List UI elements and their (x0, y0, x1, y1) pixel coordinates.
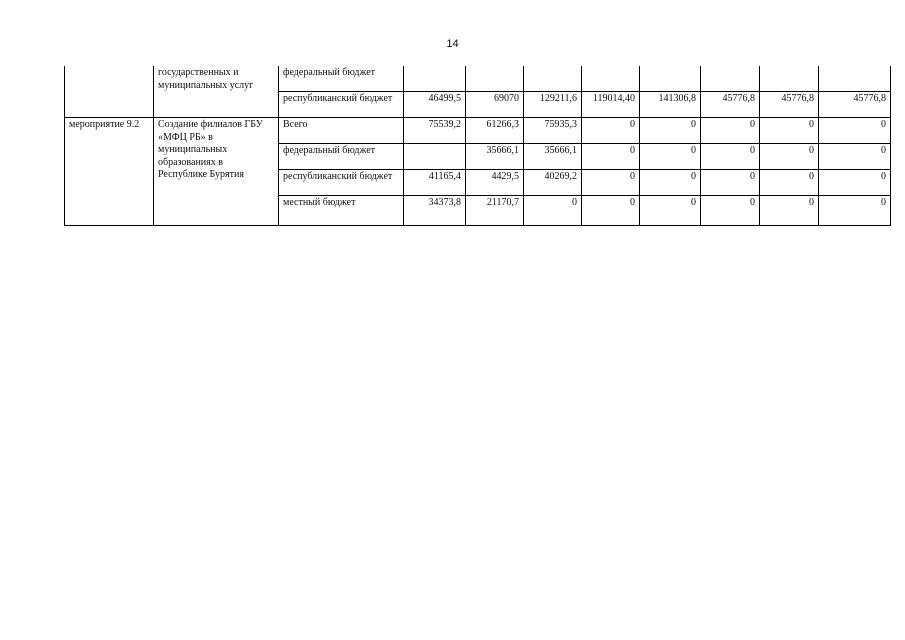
value-cell (701, 66, 760, 92)
value-cell: 129211,6 (524, 92, 582, 118)
value-cell: 75935,3 (524, 118, 582, 144)
value-cell: 0 (760, 118, 819, 144)
value-cell: 0 (582, 144, 640, 170)
value-cell: 75539,2 (404, 118, 466, 144)
value-cell: 34373,8 (404, 196, 466, 226)
funding-source-cell: федеральный бюджет (279, 66, 404, 92)
value-cell: 0 (640, 196, 701, 226)
value-cell: 0 (819, 196, 891, 226)
funding-source-cell: Всего (279, 118, 404, 144)
funding-source-cell: республиканский бюджет (279, 92, 404, 118)
value-cell (404, 144, 466, 170)
value-cell: 0 (524, 196, 582, 226)
value-cell: 119014,40 (582, 92, 640, 118)
value-cell: 0 (640, 118, 701, 144)
value-cell: 0 (819, 118, 891, 144)
value-cell (760, 66, 819, 92)
value-cell: 40269,2 (524, 170, 582, 196)
value-cell: 0 (760, 170, 819, 196)
event-name-cell: государственных и муниципальных услуг (154, 66, 279, 118)
funding-source-cell: федеральный бюджет (279, 144, 404, 170)
value-cell: 69070 (466, 92, 524, 118)
table-row (65, 66, 891, 92)
value-cell: 0 (640, 144, 701, 170)
value-cell: 0 (582, 196, 640, 226)
value-cell: 45776,8 (701, 92, 760, 118)
event-cell (65, 66, 154, 118)
page-number: 14 (446, 38, 459, 50)
event-name-cell: Создание филиалов ГБУ «МФЦ РБ» в муниципальных образованиях в Республике Бурятия (154, 118, 279, 226)
value-cell: 0 (819, 144, 891, 170)
value-cell: 141306,8 (640, 92, 701, 118)
budget-table (64, 66, 891, 226)
value-cell: 0 (819, 170, 891, 196)
value-cell: 35666,1 (524, 144, 582, 170)
value-cell: 0 (701, 118, 760, 144)
value-cell: 0 (582, 118, 640, 144)
value-cell: 0 (701, 196, 760, 226)
value-cell: 0 (760, 144, 819, 170)
value-cell (819, 66, 891, 92)
value-cell: 0 (760, 196, 819, 226)
value-cell: 0 (701, 144, 760, 170)
funding-source-cell: республиканский бюджет (279, 170, 404, 196)
value-cell: 0 (701, 170, 760, 196)
value-cell: 61266,3 (466, 118, 524, 144)
table-row (65, 118, 891, 144)
value-cell: 0 (582, 170, 640, 196)
value-cell: 45776,8 (760, 92, 819, 118)
value-cell (582, 66, 640, 92)
event-cell: мероприятие 9.2 (65, 118, 154, 226)
value-cell (640, 66, 701, 92)
value-cell: 4429,5 (466, 170, 524, 196)
value-cell: 0 (640, 170, 701, 196)
value-cell (404, 66, 466, 92)
funding-source-cell: местный бюджет (279, 196, 404, 226)
value-cell: 45776,8 (819, 92, 891, 118)
value-cell: 21170,7 (466, 196, 524, 226)
value-cell: 35666,1 (466, 144, 524, 170)
value-cell (466, 66, 524, 92)
value-cell (524, 66, 582, 92)
value-cell: 41165,4 (404, 170, 466, 196)
value-cell: 46499,5 (404, 92, 466, 118)
